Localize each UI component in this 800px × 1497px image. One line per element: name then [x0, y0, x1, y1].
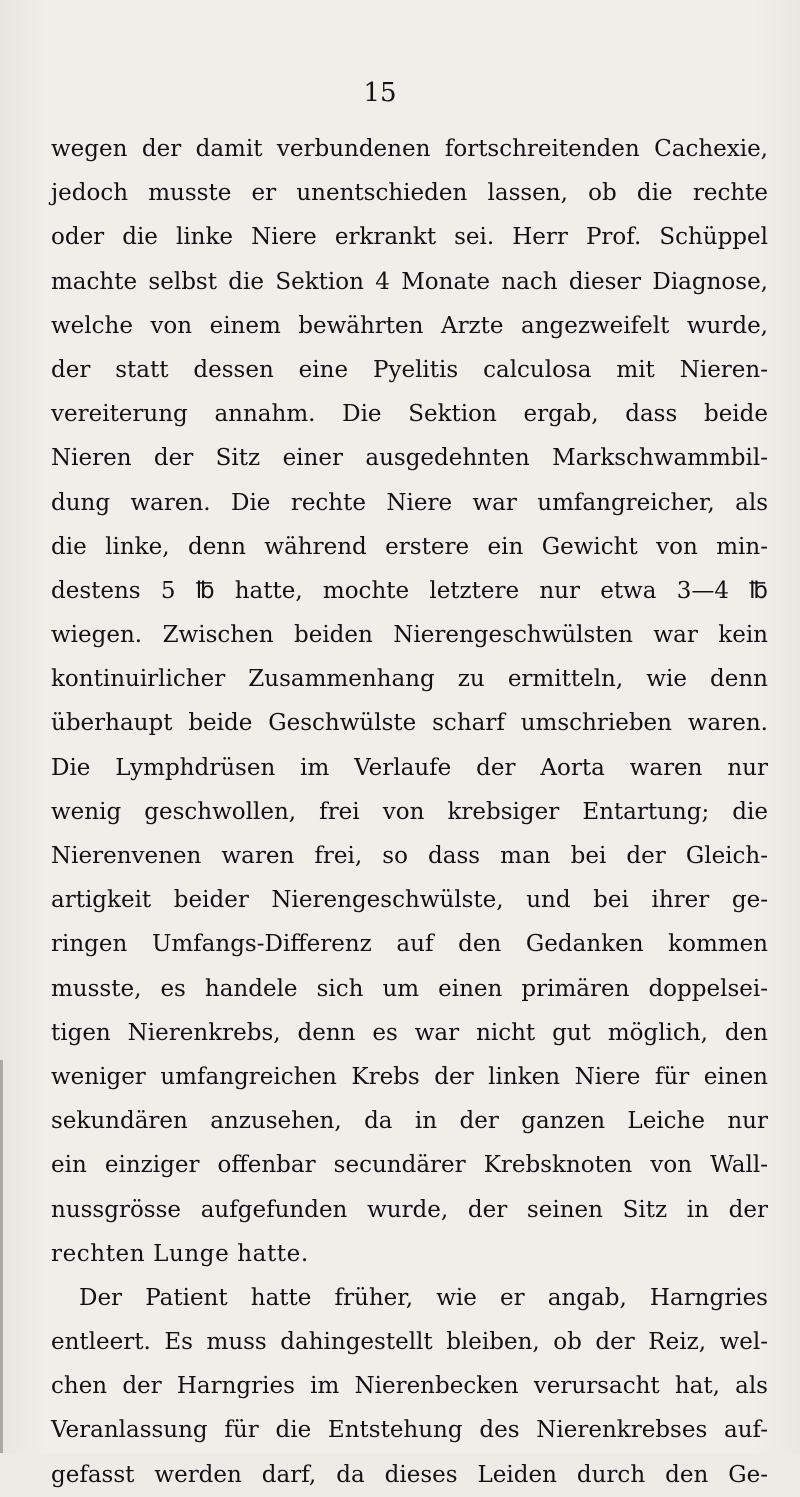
- text-line: wiegen. Zwischen beiden Nierengeschwülsten war kein: [51, 622, 768, 649]
- text-line: Die Lymphdrüsen im Verlaufe der Aorta waren nur: [51, 754, 768, 781]
- text-line: Nieren der Sitz einer ausgedehnten Markschwammbil-: [51, 445, 768, 472]
- text-line: nussgrösse aufgefunden wurde, der seinen Sitz in der: [51, 1196, 768, 1223]
- text-line: musste, es handele sich um einen primären doppelsei-: [51, 975, 768, 1002]
- page-number: 15: [363, 78, 397, 108]
- text-line-paragraph-start: Der Patient hatte früher, wie er angab, Harngries: [79, 1284, 768, 1311]
- text-line: ein einziger offenbar secundärer Krebsknoten von Wall-: [51, 1152, 768, 1179]
- text-line: entleert. Es muss dahingestellt bleiben, ob der Reiz, wel-: [51, 1329, 768, 1356]
- text-line: chen der Harngries im Nierenbecken verursacht hat, als: [51, 1373, 768, 1400]
- text-line: machte selbst die Sektion 4 Monate nach dieser Diagnose,: [51, 268, 768, 295]
- text-line: welche von einem bewährten Arzte angezweifelt wurde,: [51, 312, 768, 339]
- text-line: der statt dessen eine Pyelitis calculosa mit Nieren-: [51, 356, 768, 383]
- text-line: dung waren. Die rechte Niere war umfangreicher, als: [51, 489, 768, 516]
- text-line: oder die linke Niere erkrankt sei. Herr Prof. Schüppel: [51, 224, 768, 251]
- text-line: wenig geschwollen, frei von krebsiger Entartung; die: [51, 798, 768, 825]
- text-line: jedoch musste er unentschieden lassen, ob die rechte: [51, 180, 768, 207]
- body-text: [51, 127, 768, 1497]
- text-line: artigkeit beider Nierengeschwülste, und bei ihrer ge-: [51, 887, 768, 914]
- text-line: Veranlassung für die Entstehung des Nierenkrebses auf-: [51, 1417, 768, 1444]
- text-line: ringen Umfangs-Differenz auf den Gedanken kommen: [51, 931, 768, 958]
- page-edge-shadow: [0, 1060, 3, 1453]
- text-line: destens 5 ℔ hatte, mochte letztere nur etwa 3—4 ℔: [51, 577, 768, 604]
- text-line: kontinuirlicher Zusammenhang zu ermitteln, wie denn: [51, 666, 768, 693]
- text-line: wegen der damit verbundenen fortschreitenden Cachexie,: [51, 136, 768, 162]
- text-line-paragraph-end: rechten Lunge hatte.: [51, 1240, 309, 1267]
- text-line: tigen Nierenkrebs, denn es war nicht gut möglich, den: [51, 1019, 768, 1046]
- text-line: sekundären anzusehen, da in der ganzen Leiche nur: [51, 1108, 768, 1135]
- text-line: gefasst werden darf, da dieses Leiden durch den Ge-: [51, 1461, 768, 1488]
- text-line: Nierenvenen waren frei, so dass man bei der Gleich-: [51, 843, 768, 869]
- text-line: die linke, denn während erstere ein Gewicht von min-: [51, 533, 768, 560]
- text-line: weniger umfangreichen Krebs der linken Niere für einen: [51, 1063, 768, 1090]
- text-line: überhaupt beide Geschwülste scharf umschrieben waren.: [51, 710, 768, 737]
- text-line: vereiterung annahm. Die Sektion ergab, dass beide: [51, 401, 768, 428]
